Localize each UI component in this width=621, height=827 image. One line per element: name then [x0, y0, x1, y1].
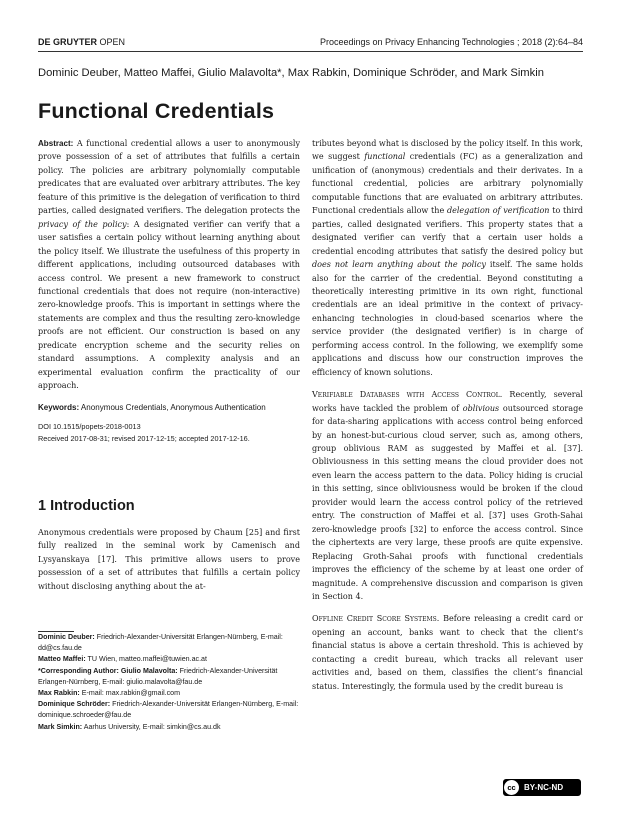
- publisher-name: DE GRUYTER OPEN: [38, 37, 126, 47]
- paragraph-heading: Verifiable Databases with Access Control.: [312, 390, 503, 400]
- paragraph-heading: Offline Credit Score Systems.: [312, 614, 440, 624]
- introduction-text: Anonymous credentials were proposed by Chaum [25] and first fully realized in the seminal work by Camenisch and Lysyanskaya [17]. This primitive allows users to prove possession of a set of attributes that fulfills a certain policy without disclosing anything about the at-: [38, 528, 300, 591]
- footnote-item: Mark Simkin: Aarhus University, E-mail: simkin@cs.au.dk: [38, 722, 221, 731]
- doi[interactable]: DOI 10.1515/popets-2018-0013: [38, 422, 141, 432]
- footnote-item: *Corresponding Author: Giulio Malavolta: Friedrich-Alexander-Universität Erlangen-Nürnberg, E-mail: giulio.malavolta@fau.de: [38, 666, 278, 686]
- received-dates: Received 2017-08-31; revised 2017-12-15; accepted 2017-12-16.: [38, 434, 250, 444]
- journal-citation: Proceedings on Privacy Enhancing Technologies ; 2018 (2):64–84: [319, 37, 583, 47]
- right-column: [312, 137, 583, 693]
- abstract-label: Abstract:: [38, 139, 74, 148]
- footnote-item: Max Rabkin: E-mail: max.rabkin@gmail.com: [38, 689, 181, 698]
- footnote-item: Dominique Schröder: Friedrich-Alexander-Universität Erlangen-Nürnberg, E-mail: dominique.schroeder@fau.de: [38, 700, 299, 720]
- author-list: Dominic Deuber, Matteo Maffei, Giulio Malavolta*, Max Rabkin, Dominique Schröder, and Mark Simkin: [38, 67, 544, 79]
- header-divider: [38, 51, 583, 52]
- author-affiliations: [38, 632, 300, 733]
- section-heading-introduction: 1 Introduction: [38, 498, 135, 514]
- license-label: BY-NC-ND: [524, 783, 564, 792]
- keywords: Keywords: Anonymous Credentials, Anonymous Authentication: [38, 402, 266, 412]
- paragraph: tributes beyond what is disclosed by the policy itself. In this work, we suggest functional credentials (FC) as a generalization and unification of (anonymous) credentials and their derivates. In a functional credential, policies are arbitrary polynomially computable functions that are evaluated on arbitrary attributes. Functional credentials allow the delegation of verification to third parties, called designated verifiers. This property states that a designated verifier can verify that a certain user holds a credential encoding attributes that satisfy the desired policy but does not learn anything about the policy itself. The same holds also for the carrier of the credential. Beyond constituting a theoretically interesting primitive in its own right, functional credentials are an ideal primitive in the context of privacy-enhancing technologies in cloud-based scenarios where the service provider (the designated verifier) is in charge of performing access control. In the following, we exemplify some applications and discuss how our construction improves the efficiency of known solutions.: [312, 139, 583, 377]
- footnote-item: Matteo Maffei: TU Wien, matteo.maffei@tuwien.ac.at: [38, 655, 207, 664]
- creative-commons-icon: cc: [504, 780, 519, 795]
- abstract: Abstract: A functional credential allows a user to anonymously prove possession of a set of attributes that fulfills a certain policy. The policies are arbitrary polynomially computable predicates that are evaluated over arbitrary attributes. The key feature of this primitive is the delegation of verification to third parties, called designated verifiers. The delegation protects the privacy of the policy: A designated verifier can verify that a user satisfies a certain policy without learning anything about the policy itself. We illustrate the usefulness of this property in different applications, including outsourced databases with access control. We present a new framework to construct functional credentials that does not require (non-interactive) zero-knowledge proofs. This is important in settings where the statements are complex and thus the resulting zero-knowledge proofs are not efficient. Our construction is based on any predicate encryption scheme and the security relies on standard assumptions. A complexity analysis and an experimental evaluation confirm the practicality of our approach.: [38, 139, 301, 391]
- paragraph: Offline Credit Score Systems. Before releasing a credit card or opening an account, banks want to check that the client’s financial status is above a certain threshold. This is achieved by contacting a credit bureau, which tracks all relevant user activities and, based on them, classifies the client’s financial status. Interestingly, the formula used by the credit bureau is: [312, 614, 583, 691]
- running-header: [38, 35, 583, 49]
- license-badge[interactable]: [503, 779, 581, 796]
- keywords-label: Keywords:: [38, 402, 80, 412]
- footnote-item: Dominic Deuber: Friedrich-Alexander-Universität Erlangen-Nürnberg, E-mail: dd@cs.fau.de: [38, 633, 283, 653]
- paragraph: Verifiable Databases with Access Control. Recently, several works have tackled the problem of oblivious outsourced storage for data-sharing applications with access control being enforced by an honest-but-curious cloud server, such as, among others, group oblivious RAM as suggested by Maffei et al. [37]. Obliviousness in this setting means the cloud provider does not even learn the access pattern to the data. Policy hiding is crucial in this setting, since obliviousness would be broken if the cloud provider would learn the access control policy of the retrieved entry. The construction of Maffei et al. [37] uses Groth-Sahai zero-knowledge proofs [32] to enforce the access control. Since the ciphertexts are very large, these proofs are quite expensive. Replacing Groth-Sahai proofs with functional credentials improves the efficiency of the scheme by at least one order of magnitude. A comprehensive discussion and comparison is given in Section 4.: [312, 390, 583, 601]
- left-column: [38, 137, 300, 445]
- paper-title: Functional Credentials: [38, 99, 275, 123]
